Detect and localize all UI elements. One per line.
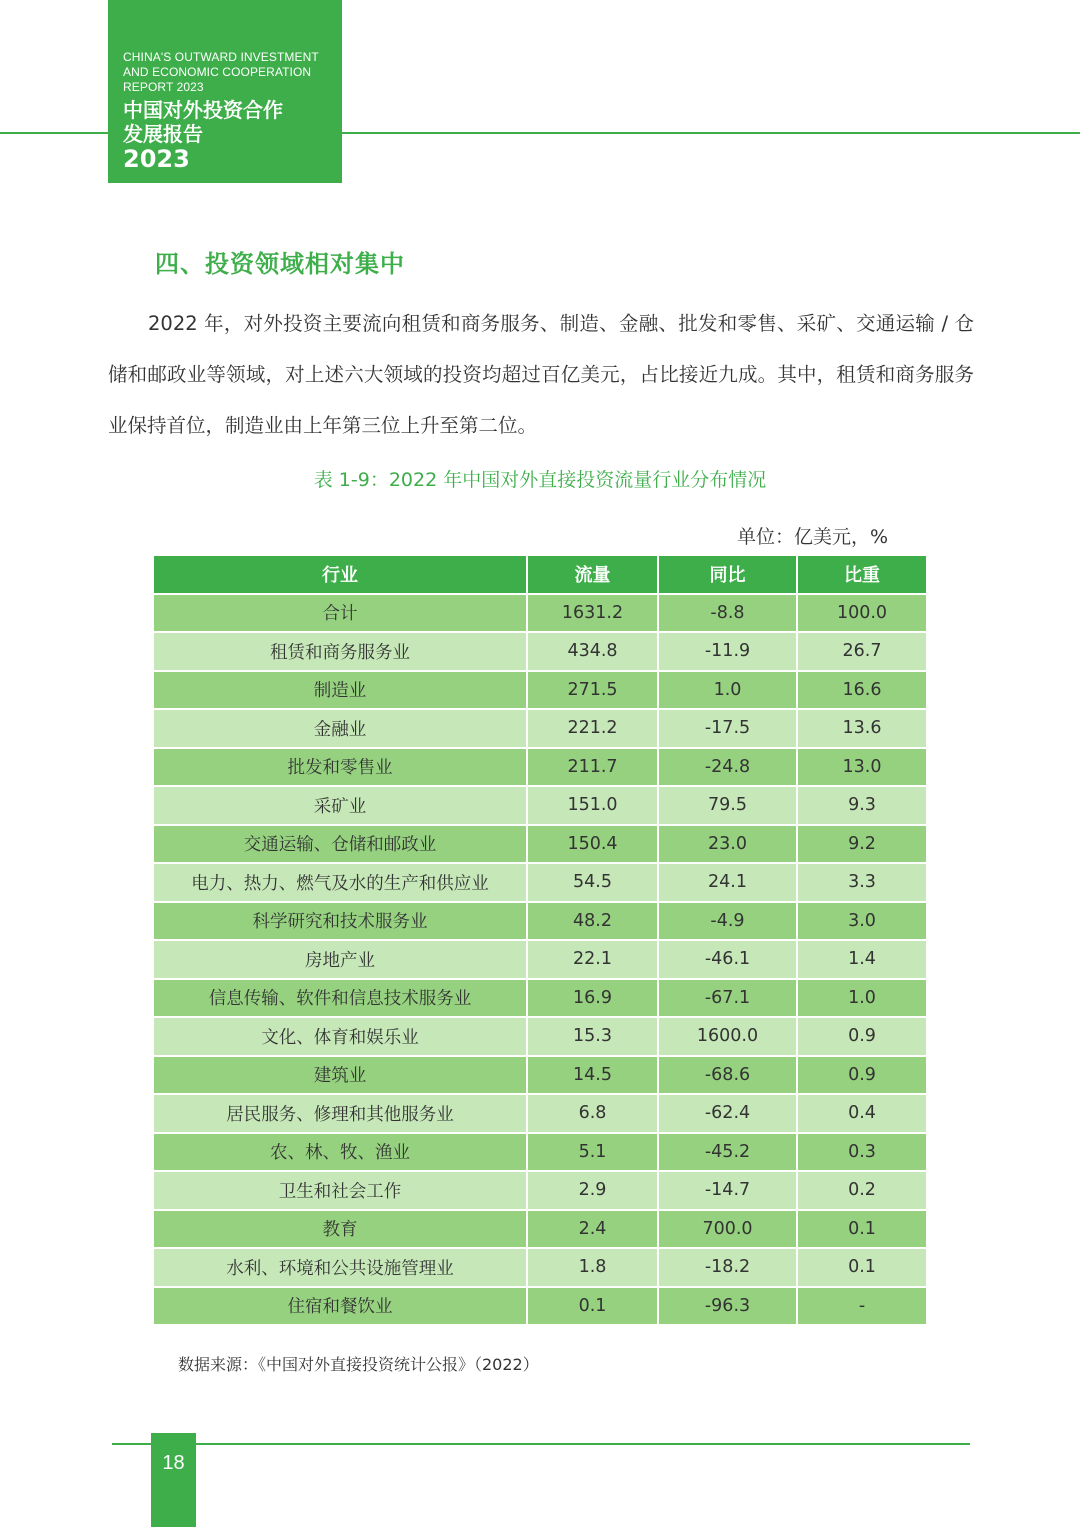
cell-yoy: -17.5: [658, 709, 797, 748]
cell-flow: 48.2: [527, 902, 658, 941]
cell-yoy: 1600.0: [658, 1017, 797, 1056]
cell-yoy: -68.6: [658, 1056, 797, 1095]
data-source-note: 数据来源：《中国对外直接投资统计公报》（2022）: [178, 1355, 539, 1374]
cell-industry: 住宿和餐饮业: [154, 1287, 527, 1326]
table-row: [154, 1248, 926, 1287]
cell-industry: 金融业: [154, 709, 527, 748]
table-row: [154, 1210, 926, 1249]
table-unit: 单位：亿美元，%: [736, 526, 888, 548]
header-share: 比重: [797, 556, 926, 594]
cell-flow: 22.1: [527, 940, 658, 979]
cell-industry: 租赁和商务服务业: [154, 632, 527, 671]
cell-yoy: 24.1: [658, 863, 797, 902]
header-industry: 行业: [154, 556, 527, 594]
cell-yoy: -67.1: [658, 979, 797, 1018]
table-row: [154, 902, 926, 941]
report-title-cn: 中国对外投资合作 发展报告: [123, 98, 283, 146]
cell-share: 0.4: [797, 1094, 926, 1133]
cell-yoy: -14.7: [658, 1171, 797, 1210]
cell-industry: 居民服务、修理和其他服务业: [154, 1094, 527, 1133]
cell-share: 26.7: [797, 632, 926, 671]
table-row: [154, 940, 926, 979]
cell-yoy: -46.1: [658, 940, 797, 979]
cell-industry: 水利、环境和公共设施管理业: [154, 1248, 527, 1287]
table-row: [154, 979, 926, 1018]
cell-flow: 150.4: [527, 825, 658, 864]
table-row: [154, 671, 926, 710]
cell-share: 1.4: [797, 940, 926, 979]
footer-rule: [112, 1443, 970, 1445]
cell-yoy: 700.0: [658, 1210, 797, 1249]
cell-share: 0.3: [797, 1133, 926, 1172]
cell-share: 100.0: [797, 594, 926, 633]
cell-share: 3.3: [797, 863, 926, 902]
cell-share: 9.3: [797, 786, 926, 825]
table-row: [154, 825, 926, 864]
cell-yoy: -18.2: [658, 1248, 797, 1287]
cell-industry: 制造业: [154, 671, 527, 710]
cell-yoy: 23.0: [658, 825, 797, 864]
cell-industry: 交通运输、仓储和邮政业: [154, 825, 527, 864]
cell-industry: 房地产业: [154, 940, 527, 979]
page-number: 18: [151, 1433, 196, 1527]
header-flow: 流量: [527, 556, 658, 594]
table-row: [154, 1056, 926, 1095]
table-caption: 表 1-9：2022 年中国对外直接投资流量行业分布情况: [313, 469, 767, 491]
body-paragraph: 2022 年，对外投资主要流向租赁和商务服务、制造、金融、批发和零售、采矿、交通运输 / 仓储和邮政业等领域，对上述六大领域的投资均超过百亿美元，占比接近九成。其中，租赁和商务服务业保持首位，制造业由上年第三位上升至第二位。: [108, 312, 974, 437]
table-row: [154, 1287, 926, 1326]
cell-flow: 6.8: [527, 1094, 658, 1133]
table-row: [154, 709, 926, 748]
cell-yoy: -62.4: [658, 1094, 797, 1133]
cell-flow: 2.4: [527, 1210, 658, 1249]
table-row: [154, 1133, 926, 1172]
cell-industry: 信息传输、软件和信息技术服务业: [154, 979, 527, 1018]
cell-flow: 14.5: [527, 1056, 658, 1095]
cell-share: 0.2: [797, 1171, 926, 1210]
cell-flow: 1631.2: [527, 594, 658, 633]
table-row: [154, 632, 926, 671]
cell-yoy: -11.9: [658, 632, 797, 671]
cell-share: 3.0: [797, 902, 926, 941]
cell-industry: 农、林、牧、渔业: [154, 1133, 527, 1172]
report-title-en: CHINA'S OUTWARD INVESTMENT AND ECONOMIC COOPERATION REPORT 2023: [123, 50, 319, 94]
cell-industry: 教育: [154, 1210, 527, 1249]
table-row: [154, 1017, 926, 1056]
cell-share: 0.9: [797, 1017, 926, 1056]
cell-share: 13.0: [797, 748, 926, 787]
cell-yoy: -4.9: [658, 902, 797, 941]
cell-flow: 15.3: [527, 1017, 658, 1056]
cell-industry: 合计: [154, 594, 527, 633]
table-row: [154, 1171, 926, 1210]
cell-share: 0.9: [797, 1056, 926, 1095]
cell-yoy: 79.5: [658, 786, 797, 825]
table-row: [154, 786, 926, 825]
cell-industry: 电力、热力、燃气及水的生产和供应业: [154, 863, 527, 902]
table-row: [154, 1094, 926, 1133]
cell-industry: 卫生和社会工作: [154, 1171, 527, 1210]
cell-yoy: -24.8: [658, 748, 797, 787]
table-row: [154, 594, 926, 633]
cell-share: -: [797, 1287, 926, 1326]
table-row: [154, 748, 926, 787]
cell-industry: 建筑业: [154, 1056, 527, 1095]
table-header-row: [154, 556, 926, 594]
cell-flow: 2.9: [527, 1171, 658, 1210]
cell-share: 0.1: [797, 1248, 926, 1287]
report-header-badge: [108, 0, 342, 183]
section-title: 四、投资领域相对集中: [155, 250, 405, 278]
cell-yoy: -96.3: [658, 1287, 797, 1326]
cell-flow: 0.1: [527, 1287, 658, 1326]
report-year: 2023: [123, 145, 190, 173]
cell-share: 16.6: [797, 671, 926, 710]
cell-share: 9.2: [797, 825, 926, 864]
cell-share: 1.0: [797, 979, 926, 1018]
table-row: [154, 863, 926, 902]
cell-flow: 1.8: [527, 1248, 658, 1287]
cell-industry: 批发和零售业: [154, 748, 527, 787]
cell-flow: 221.2: [527, 709, 658, 748]
cell-industry: 文化、体育和娱乐业: [154, 1017, 527, 1056]
header-yoy: 同比: [658, 556, 797, 594]
cell-flow: 211.7: [527, 748, 658, 787]
cell-flow: 271.5: [527, 671, 658, 710]
cell-yoy: 1.0: [658, 671, 797, 710]
cell-flow: 16.9: [527, 979, 658, 1018]
cell-share: 13.6: [797, 709, 926, 748]
industry-flow-table: [154, 556, 926, 1326]
cell-yoy: -8.8: [658, 594, 797, 633]
cell-flow: 151.0: [527, 786, 658, 825]
cell-flow: 5.1: [527, 1133, 658, 1172]
cell-flow: 54.5: [527, 863, 658, 902]
cell-share: 0.1: [797, 1210, 926, 1249]
cell-industry: 采矿业: [154, 786, 527, 825]
cell-industry: 科学研究和技术服务业: [154, 902, 527, 941]
cell-flow: 434.8: [527, 632, 658, 671]
cell-yoy: -45.2: [658, 1133, 797, 1172]
